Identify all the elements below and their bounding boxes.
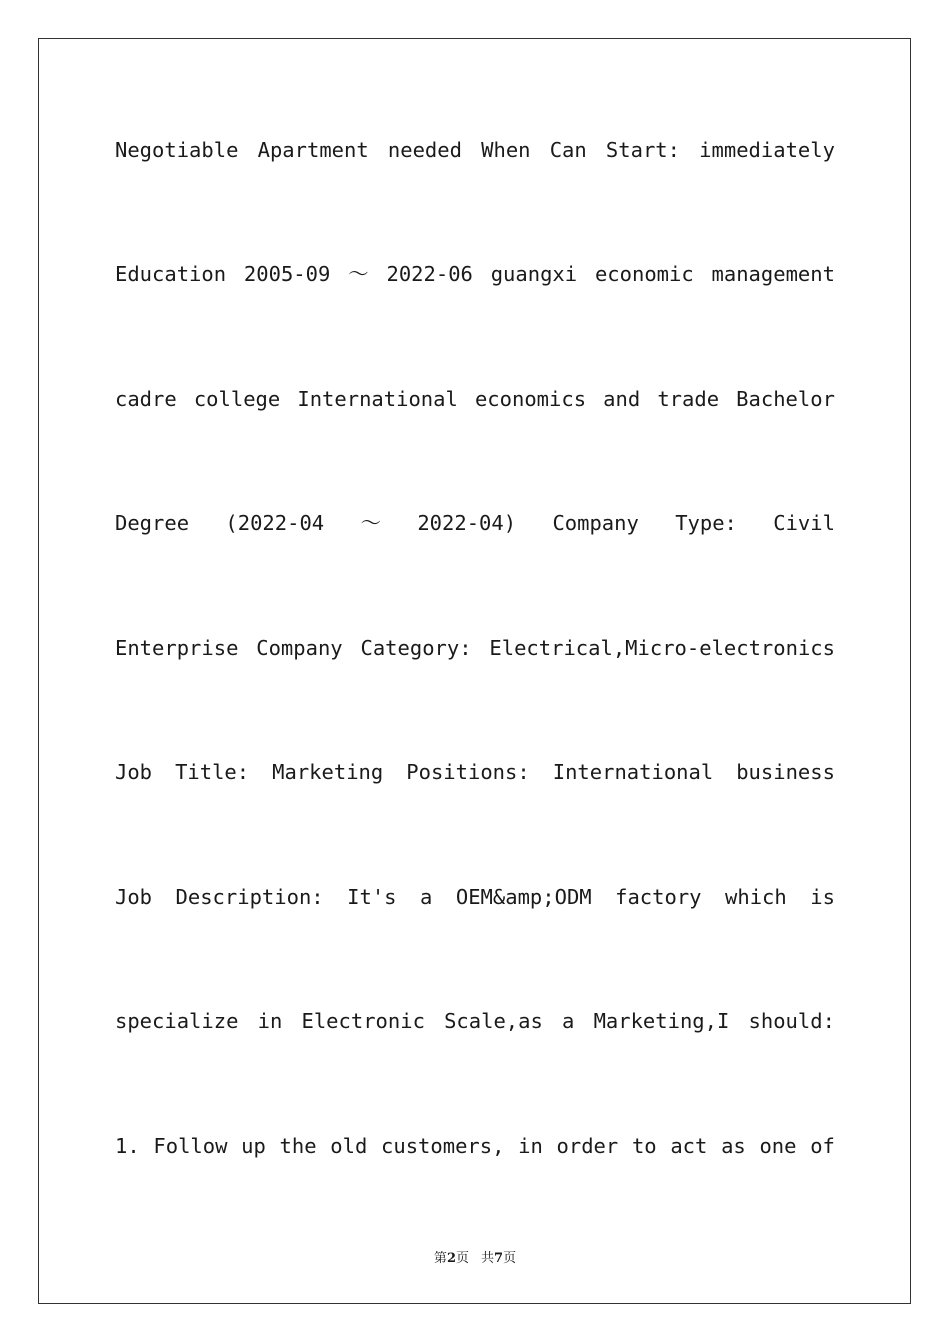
page-footer xyxy=(0,1247,950,1266)
page-prefix: 第 xyxy=(433,1251,447,1266)
total-pages: 7 xyxy=(494,1251,504,1266)
text-line-5: Enterprise Company Category: Electrical,Micro-electronics xyxy=(115,636,835,660)
text-line-3: cadre college International economics and trade Bachelor xyxy=(115,387,835,411)
total-prefix: 共 xyxy=(481,1251,495,1266)
text-line-1: Negotiable Apartment needed When Can Start: immediately xyxy=(115,138,835,162)
page-suffix: 页 xyxy=(455,1251,469,1266)
text-line-9: 1. Follow up the old customers, in order to act as one of xyxy=(115,1134,835,1158)
page-frame xyxy=(38,38,911,1304)
page-number: 2 xyxy=(446,1251,456,1266)
text-line-7: Job Description: It's a OEM&amp;ODM factory which is xyxy=(115,885,835,909)
total-suffix: 页 xyxy=(503,1251,517,1266)
text-line-8: specialize in Electronic Scale,as a Marketing,I should: xyxy=(115,1009,835,1033)
text-line-6: Job Title: Marketing Positions: International business xyxy=(115,760,835,784)
text-line-2: Education 2005-09 ～ 2022-06 guangxi economic management xyxy=(115,262,835,286)
text-line-4: Degree (2022-04 ～ 2022-04) Company Type: Civil xyxy=(115,511,835,535)
